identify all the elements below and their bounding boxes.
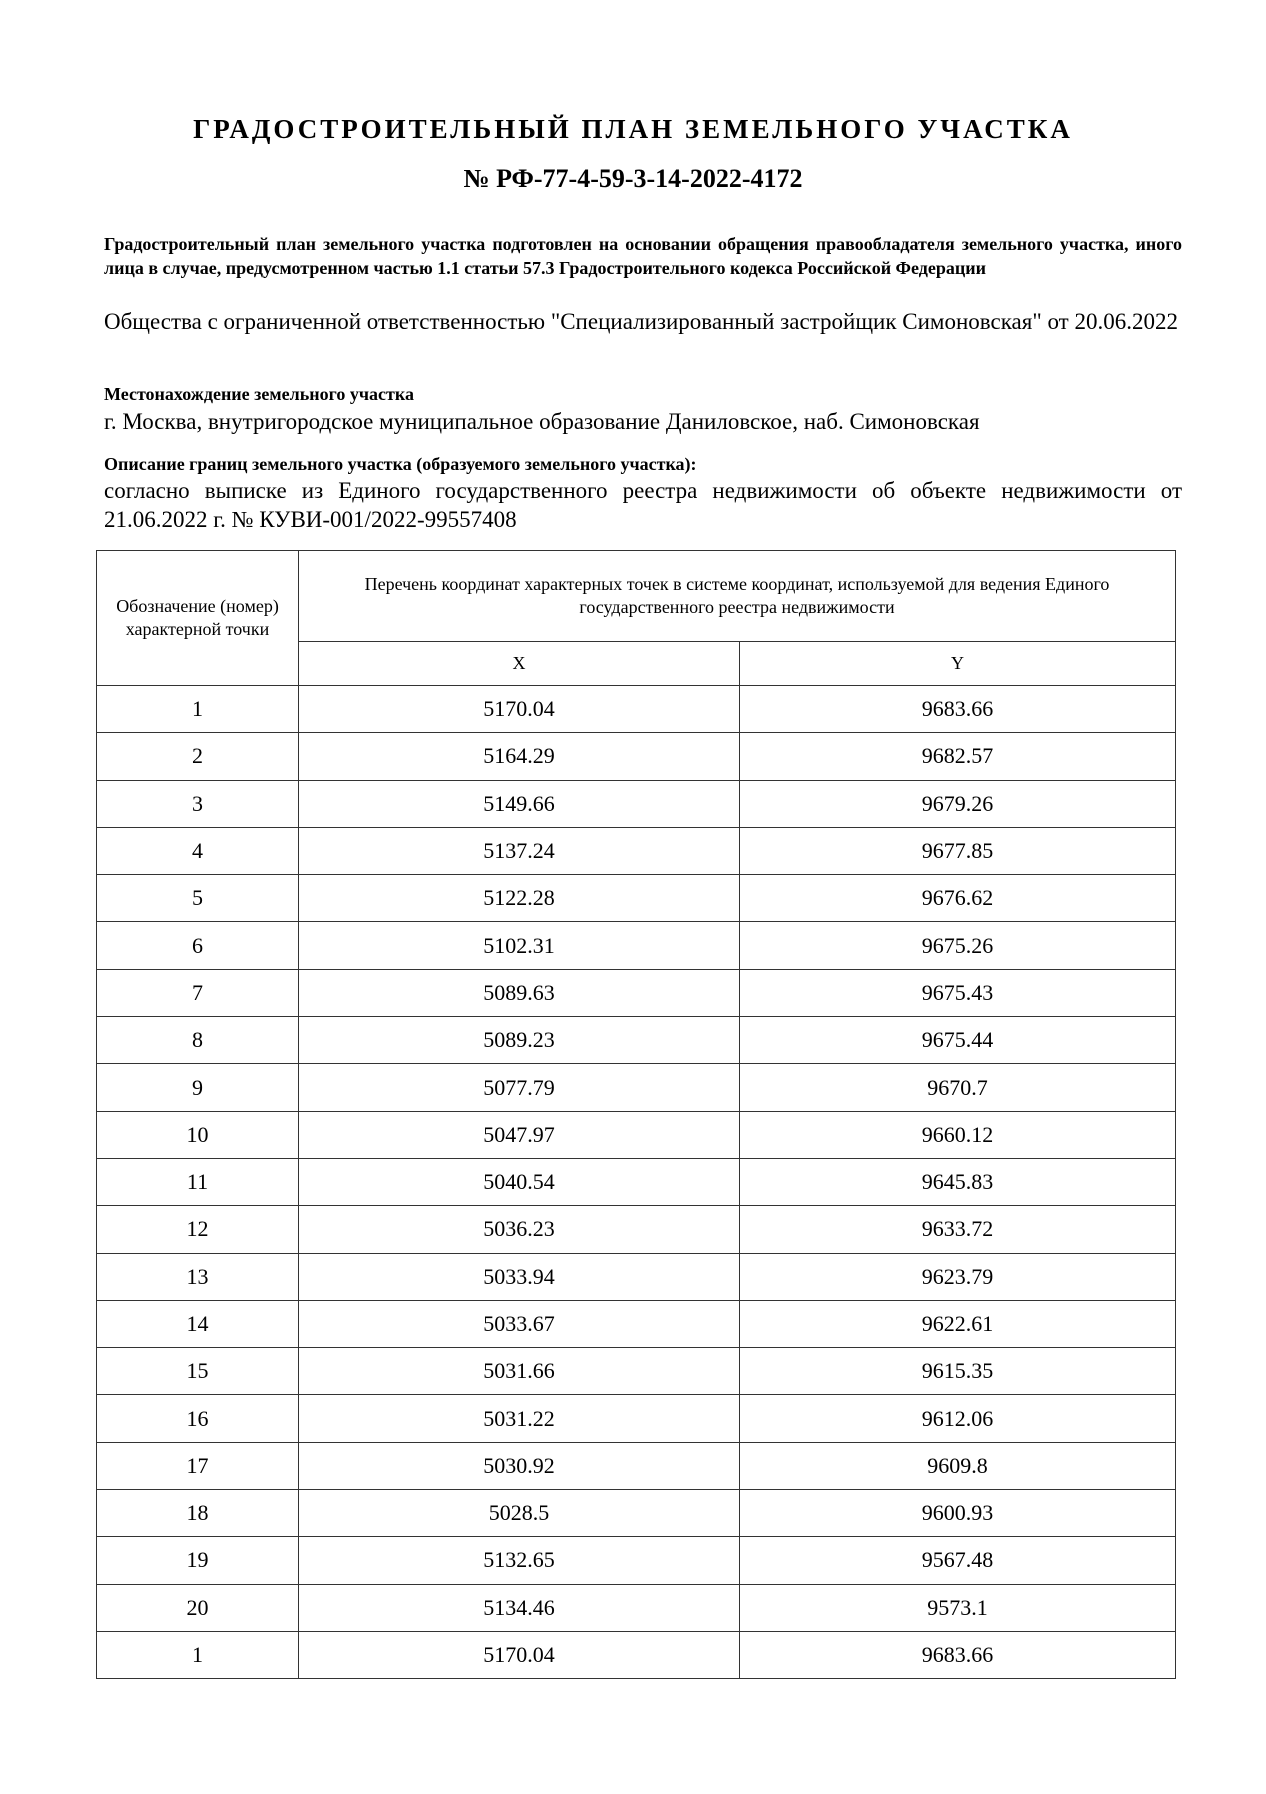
point-number-cell: 12 [97,1206,299,1253]
table-row [97,1111,1176,1158]
x-cell: 5132.65 [299,1537,740,1584]
table-row [97,1300,1176,1347]
table-row [97,1631,1176,1678]
y-cell: 9622.61 [740,1300,1176,1347]
point-number-cell: 10 [97,1111,299,1158]
document-number: № РФ-77-4-59-3-14-2022-4172 [463,164,803,193]
x-cell: 5031.22 [299,1395,740,1442]
y-cell: 9675.44 [740,1017,1176,1064]
table-row [97,1158,1176,1205]
point-number-cell: 11 [97,1158,299,1205]
table-row [97,1206,1176,1253]
point-number-cell: 1 [97,686,299,733]
y-cell: 9612.06 [740,1395,1176,1442]
point-number-cell: 1 [97,1631,299,1678]
point-number-cell: 15 [97,1348,299,1395]
point-number-cell: 16 [97,1395,299,1442]
point-number-cell: 5 [97,875,299,922]
boundaries-label: Описание границ земельного участка (образуемого земельного участка): [104,454,697,474]
y-cell: 9679.26 [740,780,1176,827]
y-cell: 9677.85 [740,827,1176,874]
point-number-cell: 3 [97,780,299,827]
table-row [97,1253,1176,1300]
table-row [97,1395,1176,1442]
x-cell: 5122.28 [299,875,740,922]
x-cell: 5170.04 [299,686,740,733]
table-row [97,875,1176,922]
boundaries-value: согласно выписке из Единого государственного реестра недвижимости об объекте недвижимости от 21.06.2022 г. № КУВИ-001/2022-99557408 [104,478,1182,532]
y-cell: 9675.43 [740,969,1176,1016]
y-cell: 9623.79 [740,1253,1176,1300]
point-number-cell: 19 [97,1537,299,1584]
x-cell: 5028.5 [299,1490,740,1537]
point-number-cell: 17 [97,1442,299,1489]
point-number-cell: 4 [97,827,299,874]
x-cell: 5089.63 [299,969,740,1016]
header-point: Обозначение (номер) характерной точки [97,551,299,686]
x-cell: 5040.54 [299,1158,740,1205]
y-cell: 9682.57 [740,733,1176,780]
point-number-cell: 2 [97,733,299,780]
point-number-cell: 9 [97,1064,299,1111]
table-row [97,1017,1176,1064]
y-cell: 9676.62 [740,875,1176,922]
table-row [97,1064,1176,1111]
table-row [97,922,1176,969]
y-cell: 9645.83 [740,1158,1176,1205]
x-cell: 5134.46 [299,1584,740,1631]
x-cell: 5164.29 [299,733,740,780]
table-row [97,1348,1176,1395]
header-x: X [299,642,740,686]
location-label: Местонахождение земельного участка [104,384,414,404]
x-cell: 5102.31 [299,922,740,969]
coordinates-table [96,550,1176,1679]
y-cell: 9670.7 [740,1064,1176,1111]
x-cell: 5170.04 [299,1631,740,1678]
table-row [97,780,1176,827]
y-cell: 9660.12 [740,1111,1176,1158]
table-row [97,1584,1176,1631]
y-cell: 9609.8 [740,1442,1176,1489]
point-number-cell: 8 [97,1017,299,1064]
table-row [97,1537,1176,1584]
table-body [97,686,1176,1679]
header-y: Y [740,642,1176,686]
point-number-cell: 6 [97,922,299,969]
x-cell: 5031.66 [299,1348,740,1395]
x-cell: 5030.92 [299,1442,740,1489]
x-cell: 5033.67 [299,1300,740,1347]
x-cell: 5149.66 [299,780,740,827]
y-cell: 9683.66 [740,686,1176,733]
location-value: г. Москва, внутригородское муниципальное образование Даниловское, наб. Симоновская [104,409,980,434]
header-coords: Перечень координат характерных точек в системе координат, используемой для ведения Единого государственного реестра недвижимости [299,551,1176,642]
y-cell: 9573.1 [740,1584,1176,1631]
x-cell: 5137.24 [299,827,740,874]
x-cell: 5089.23 [299,1017,740,1064]
point-number-cell: 20 [97,1584,299,1631]
y-cell: 9633.72 [740,1206,1176,1253]
table-row [97,686,1176,733]
point-number-cell: 7 [97,969,299,1016]
point-number-cell: 14 [97,1300,299,1347]
table-row [97,1442,1176,1489]
x-cell: 5047.97 [299,1111,740,1158]
y-cell: 9567.48 [740,1537,1176,1584]
point-number-cell: 13 [97,1253,299,1300]
y-cell: 9615.35 [740,1348,1176,1395]
table-row [97,733,1176,780]
x-cell: 5077.79 [299,1064,740,1111]
x-cell: 5036.23 [299,1206,740,1253]
table-row [97,827,1176,874]
point-number-cell: 18 [97,1490,299,1537]
x-cell: 5033.94 [299,1253,740,1300]
basis-value: Общества с ограниченной ответственностью "Специализированный застройщик Симоновская" от 20.06.2022 [104,309,1178,334]
y-cell: 9675.26 [740,922,1176,969]
y-cell: 9683.66 [740,1631,1176,1678]
table-row [97,969,1176,1016]
table-row [97,1490,1176,1537]
document-title: ГРАДОСТРОИТЕЛЬНЫЙ ПЛАН ЗЕМЕЛЬНОГО УЧАСТКА [193,114,1073,144]
y-cell: 9600.93 [740,1490,1176,1537]
basis-label: Градостроительный план земельного участка подготовлен на основании обращения правообладателя земельного участка, иного лица в случае, предусмотренном частью 1.1 статьи 57.3 Градостроительного кодекса Российской Федерации [104,234,1182,278]
